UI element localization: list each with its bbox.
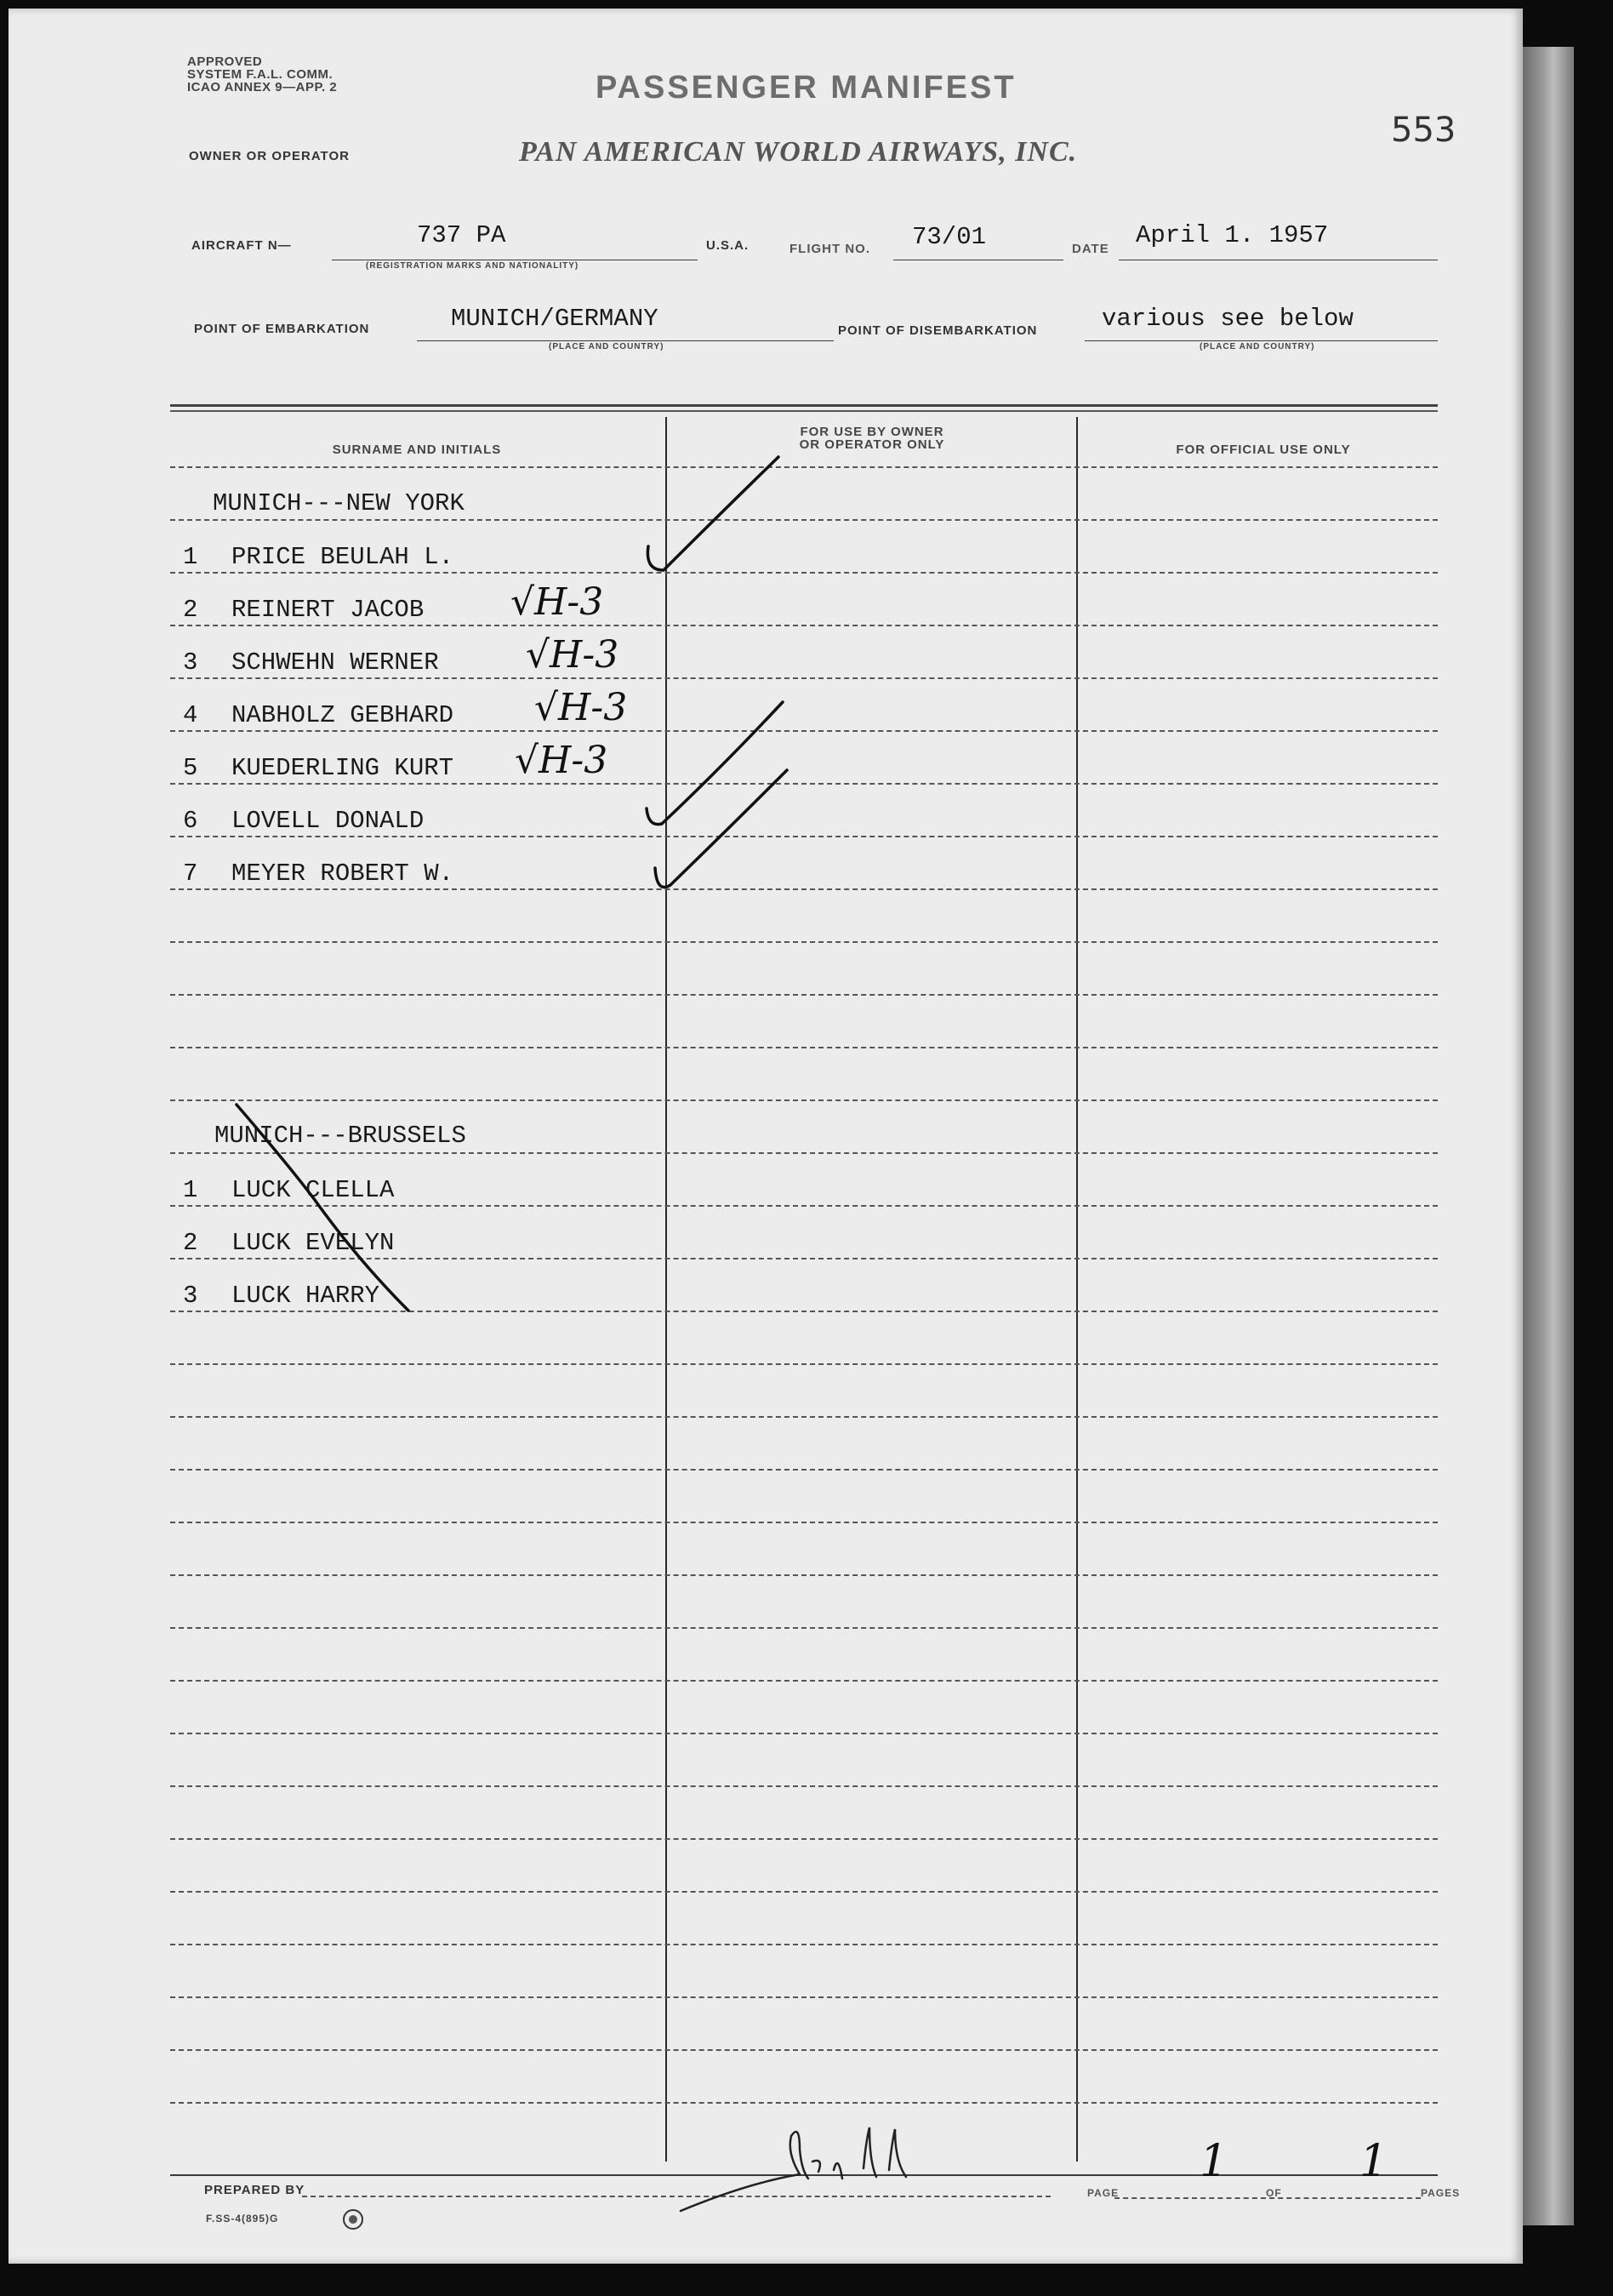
- handwritten-mark: √H-3: [534, 686, 628, 729]
- passenger-name: MEYER ROBERT W.: [231, 860, 454, 888]
- page-count-line: [1114, 2197, 1421, 2199]
- aircraft-label: AIRCRAFT N—: [191, 238, 292, 253]
- approval-stamp-text: APPROVED SYSTEM F.A.L. COMM. ICAO ANNEX 9—APP. 2: [187, 54, 338, 94]
- passenger-name: LUCK CLELLA: [231, 1176, 395, 1204]
- handwritten-mark: √H-3: [515, 739, 608, 782]
- form-number: F.SS-4(895)G: [206, 2213, 279, 2225]
- passenger-num: 4: [183, 701, 198, 729]
- flight-value: 73/01: [912, 223, 987, 251]
- disembarkation-sublabel: (PLACE AND COUNTRY): [1200, 342, 1315, 351]
- owner-label: OWNER OR OPERATOR: [189, 149, 350, 163]
- passenger-num: 1: [183, 543, 198, 571]
- passenger-name: LUCK HARRY: [231, 1282, 380, 1310]
- date-label: DATE: [1072, 242, 1109, 256]
- passenger-name: LUCK EVELYN: [231, 1229, 395, 1257]
- checkmark-icon: [647, 457, 778, 570]
- disembarkation-label: POINT OF DISEMBARKATION: [838, 323, 1038, 338]
- route-heading-new-york: MUNICH---NEW YORK: [213, 489, 465, 517]
- column-header-surname: SURNAME AND INITIALS: [332, 443, 502, 457]
- operator-name: PAN AMERICAN WORLD AIRWAYS, INC.: [519, 136, 1078, 168]
- union-label-icon: [342, 2208, 364, 2230]
- manifest-page: [9, 9, 1523, 2264]
- passenger-num: 3: [183, 1282, 198, 1310]
- passenger-num: 3: [183, 648, 198, 677]
- passenger-name: REINERT JACOB: [231, 596, 425, 624]
- embarkation-sublabel: (PLACE AND COUNTRY): [549, 342, 664, 351]
- passenger-num: 6: [183, 807, 198, 835]
- embarkation-label: POINT OF EMBARKATION: [194, 322, 370, 336]
- passenger-name: NABHOLZ GEBHARD: [231, 701, 454, 729]
- passenger-num: 2: [183, 596, 198, 624]
- prepared-by-label: PREPARED BY: [204, 2183, 305, 2197]
- of-value: 1: [1359, 2136, 1388, 2187]
- page-label: PAGE: [1087, 2187, 1120, 2199]
- handwritten-mark: √H-3: [526, 633, 619, 677]
- passenger-num: 7: [183, 860, 198, 888]
- column-header-official-use: FOR OFFICIAL USE ONLY: [1176, 443, 1351, 457]
- page-edge-strip: [1523, 47, 1574, 2225]
- of-label: OF: [1266, 2187, 1282, 2199]
- checkmark-icon: [647, 702, 783, 825]
- passenger-name: KUEDERLING KURT: [231, 754, 454, 782]
- page-value: 1: [1200, 2136, 1228, 2187]
- page-title: PASSENGER MANIFEST: [596, 70, 1017, 106]
- passenger-num: 5: [183, 754, 198, 782]
- passenger-name: SCHWEHN WERNER: [231, 648, 439, 677]
- flight-label: FLIGHT NO.: [789, 242, 870, 256]
- embarkation-value: MUNICH/GERMANY: [451, 305, 658, 333]
- passenger-name: LOVELL DONALD: [231, 807, 425, 835]
- signature: [672, 2110, 944, 2221]
- aircraft-sublabel: (REGISTRATION MARKS AND NATIONALITY): [366, 261, 579, 271]
- pages-label: PAGES: [1421, 2187, 1461, 2199]
- disembarkation-value: various see below: [1102, 305, 1354, 333]
- usa-label: U.S.A.: [706, 238, 750, 253]
- route-heading-brussels: MUNICH---BRUSSELS: [214, 1122, 466, 1150]
- passenger-num: 1: [183, 1176, 198, 1204]
- passenger-name: PRICE BEULAH L.: [231, 543, 454, 571]
- aircraft-value: 737 PA: [417, 221, 506, 249]
- handwritten-mark: √H-3: [510, 580, 604, 624]
- handwritten-checkmarks: [9, 9, 1523, 2264]
- checkmark-icon: [237, 1105, 408, 1311]
- column-header-owner-use: FOR USE BY OWNER OR OPERATOR ONLY: [799, 425, 945, 452]
- stamped-page-number: 553: [1391, 111, 1456, 150]
- passenger-num: 2: [183, 1229, 198, 1257]
- checkmark-icon: [655, 770, 787, 888]
- date-value: April 1. 1957: [1136, 221, 1329, 249]
